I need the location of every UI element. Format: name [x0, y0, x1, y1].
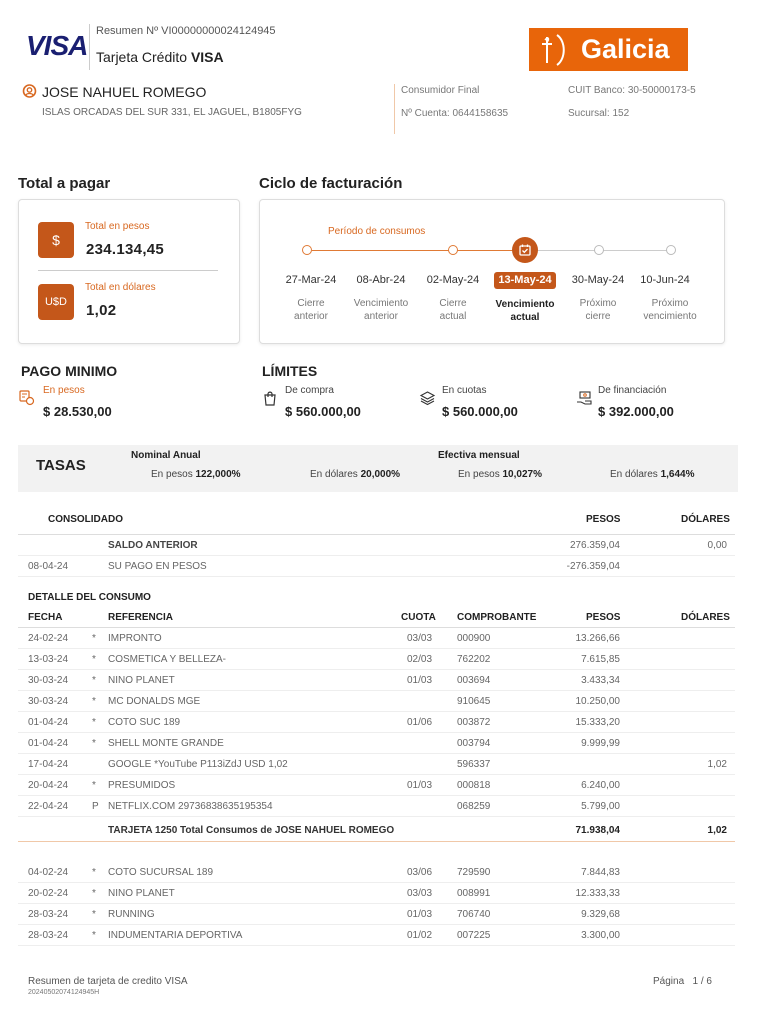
cell-pesos: 3.300,00: [581, 930, 620, 941]
table-row: [18, 628, 735, 649]
date-cierre-anterior: 27-Mar-24: [285, 274, 337, 286]
label-proximo-cierre: Próximo cierre: [579, 298, 617, 322]
location-pin-icon: [22, 84, 37, 105]
cell-pesos: 13.266,66: [575, 633, 620, 644]
cell-m: *: [92, 717, 96, 728]
cell-ref: NETFLIX.COM 29736838635195354: [108, 801, 273, 812]
cell-ref: COSMETICA Y BELLEZA-: [108, 654, 227, 665]
total-dolares-value: 1,02: [86, 302, 117, 319]
cell-pesos: 7.844,83: [581, 867, 620, 878]
col-cuota-head: CUOTA: [401, 612, 436, 623]
bank-cuit: CUIT Banco: 30-50000173-5: [568, 85, 696, 96]
account-number: Nº Cuenta: 0644158635: [401, 108, 509, 119]
cell-ref: INDUMENTARIA DEPORTIVA: [108, 930, 243, 941]
cell-fecha: 28-03-24: [28, 909, 69, 920]
limites-title: LÍMITES: [262, 363, 318, 379]
label-cierre-anterior: Cierre anterior: [294, 298, 328, 322]
total-consumos-row: TARJETA 1250 Total Consumos de JOSE NAHUEL ROMEGO 71.938,04 1,02: [18, 820, 735, 842]
cell-ref: COTO SUC 189: [108, 717, 181, 728]
cell-pesos: 7.615,85: [581, 654, 620, 665]
cell-fecha: 24-02-24: [28, 633, 69, 644]
cell-ref: COTO SUCURSAL 189: [108, 867, 214, 878]
col-dolares-head: DÓLARES: [681, 612, 730, 623]
cell-m: *: [92, 675, 96, 686]
cell-comp: 706740: [457, 909, 491, 920]
page-indicator: Página 1 / 6: [653, 976, 712, 987]
pago-minimo-label: En pesos: [43, 385, 85, 396]
col-fecha-head: FECHA: [28, 612, 63, 623]
card-type-prefix: Tarjeta Crédito: [96, 49, 191, 65]
limite-compra-label: De compra: [285, 385, 334, 396]
date-vencimiento-anterior: 08-Abr-24: [356, 274, 406, 286]
cell-fecha: 28-03-24: [28, 930, 69, 941]
pago-minimo-value: $ 28.530,00: [43, 404, 112, 419]
total-pesos-value: 234.134,45: [86, 241, 165, 258]
cell-fecha: 30-03-24: [28, 675, 69, 686]
table-row: 08-04-24 SU PAGO EN PESOS -276.359,04: [18, 556, 735, 577]
cell-fecha: 20-02-24: [28, 888, 69, 899]
table-row: [18, 733, 735, 754]
cell-m: *: [92, 888, 96, 899]
cell-cuota: 01/02: [407, 930, 433, 941]
tasa-nominal-dolares: En dólares 20,000%: [310, 469, 401, 480]
card-type-brand: VISA: [190, 49, 224, 65]
cell-comp: 729590: [457, 867, 491, 878]
table-row: [18, 649, 735, 670]
cell-ref: IMPRONTO: [108, 633, 162, 644]
cell-dolares: 1,02: [707, 759, 727, 770]
table-row: [18, 691, 735, 712]
timeline-line-past: [312, 250, 456, 251]
table-row: [18, 883, 735, 904]
detalle-title: DETALLE DEL CONSUMO: [28, 592, 151, 603]
cell-m: *: [92, 696, 96, 707]
layers-icon: [419, 390, 436, 411]
cell-fecha: 20-04-24: [28, 780, 69, 791]
cell-comp: 007225: [457, 930, 491, 941]
cell-comp: 910645: [457, 696, 491, 707]
visa-logo: VISA: [26, 30, 88, 61]
total-title: Total a pagar: [18, 175, 111, 192]
dolares-icon: U$D: [38, 284, 74, 320]
client-name: JOSE NAHUEL ROMEGO: [42, 84, 207, 100]
ciclo-title: Ciclo de facturación: [259, 175, 403, 192]
limite-cuotas-label: En cuotas: [442, 385, 487, 396]
galicia-symbol-icon: [529, 28, 571, 71]
total-dolares-label: Total en dólares: [85, 282, 156, 293]
table-row: [18, 775, 735, 796]
cell-fecha: 17-04-24: [28, 759, 69, 770]
cell-comp: 003694: [457, 675, 491, 686]
cell-m: *: [92, 633, 96, 644]
cell-comp: 003794: [457, 738, 491, 749]
label-vencimiento-anterior: Vencimiento anterior: [353, 298, 409, 322]
date-vencimiento-actual: 13-May-24: [494, 272, 556, 289]
table-row: [18, 904, 735, 925]
footer-text: Resumen de tarjeta de credito VISA: [28, 976, 188, 987]
col-referencia-head: REFERENCIA: [108, 612, 174, 623]
timeline-dot-proximo-cierre: [594, 245, 604, 255]
cell-pesos: 15.333,20: [575, 717, 620, 728]
calendar-check-icon: [512, 237, 538, 263]
cell-comp: 003872: [457, 717, 491, 728]
consolidado-pesos-head: PESOS: [586, 514, 621, 525]
branch-number: Sucursal: 152: [568, 108, 630, 119]
cell-cuota: 03/03: [407, 633, 433, 644]
shopping-bag-icon: [262, 390, 278, 411]
cell-m: *: [92, 738, 96, 749]
cell-comp: 596337: [457, 759, 491, 770]
cell-m: *: [92, 780, 96, 791]
label-cierre-actual: Cierre actual: [439, 298, 467, 322]
table-row: [18, 670, 735, 691]
cell-ref: MC DONALDS MGE: [108, 696, 201, 707]
cell-m: *: [92, 867, 96, 878]
date-proximo-vencimiento: 10-Jun-24: [640, 274, 690, 286]
cell-pesos: 9.999,99: [581, 738, 620, 749]
total-card: [18, 199, 240, 344]
cash-hand-icon: [576, 390, 593, 411]
col-comprobante-head: COMPROBANTE: [457, 612, 537, 623]
card-type: [96, 49, 224, 65]
coins-icon: [19, 388, 35, 411]
timeline-dot-cierre-anterior: [302, 245, 312, 255]
galicia-wordmark: Galicia: [581, 34, 670, 64]
resumen-number: Resumen Nº VI00000000024124945: [96, 25, 276, 37]
table-row: [18, 862, 735, 883]
cell-pesos: 3.433,34: [581, 675, 620, 686]
efectiva-mensual-head: Efectiva mensual: [438, 450, 520, 461]
label-proximo-vencimiento: Próximo vencimiento: [643, 298, 697, 322]
cell-cuota: 01/03: [407, 909, 433, 920]
date-proximo-cierre: 30-May-24: [571, 274, 625, 286]
cell-fecha: 01-04-24: [28, 738, 69, 749]
galicia-logo: [529, 28, 688, 71]
cell-cuota: 01/03: [407, 675, 433, 686]
cell-ref: NINO PLANET: [108, 675, 175, 686]
cell-fecha: 01-04-24: [28, 717, 69, 728]
client-address: ISLAS ORCADAS DEL SUR 331, EL JAGUEL, B1805FYG: [42, 107, 302, 118]
cell-ref: SHELL MONTE GRANDE: [108, 738, 224, 749]
cell-cuota: 03/03: [407, 888, 433, 899]
consolidado-dolares-head: DÓLARES: [681, 514, 730, 525]
total-pesos-label: Total en pesos: [85, 221, 150, 232]
cell-ref: NINO PLANET: [108, 888, 175, 899]
table-row: [18, 796, 735, 817]
cell-cuota: 01/06: [407, 717, 433, 728]
tasas-title: TASAS: [36, 457, 86, 474]
table-row: [18, 712, 735, 733]
tasa-nominal-pesos: En pesos 122,000%: [151, 469, 241, 480]
cell-fecha: 13-03-24: [28, 654, 69, 665]
nominal-anual-head: Nominal Anual: [131, 450, 201, 461]
cell-m: P: [92, 801, 99, 812]
table-row: [18, 925, 735, 946]
col-pesos-head: PESOS: [586, 612, 621, 623]
date-cierre-actual: 02-May-24: [426, 274, 480, 286]
limite-financiacion-value: $ 392.000,00: [598, 404, 674, 419]
cell-pesos: 6.240,00: [581, 780, 620, 791]
footer-code: 20240502074124945H: [28, 989, 100, 996]
limite-compra-value: $ 560.000,00: [285, 404, 361, 419]
cell-m: *: [92, 909, 96, 920]
cell-pesos: 9.329,68: [581, 909, 620, 920]
pesos-icon: $: [38, 222, 74, 258]
timeline-dot-proximo-vencimiento: [666, 245, 676, 255]
cell-pesos: 10.250,00: [575, 696, 620, 707]
cell-comp: 000818: [457, 780, 491, 791]
cell-fecha: 04-02-24: [28, 867, 69, 878]
total-divider: [38, 270, 218, 271]
cell-comp: 000900: [457, 633, 491, 644]
consumidor-type: Consumidor Final: [401, 85, 480, 96]
cell-m: *: [92, 930, 96, 941]
label-vencimiento-actual: Vencimiento actual: [495, 299, 555, 323]
cell-comp: 762202: [457, 654, 491, 665]
cell-cuota: 03/06: [407, 867, 433, 878]
cell-cuota: 01/03: [407, 780, 433, 791]
timeline-dot-cierre-actual: [448, 245, 458, 255]
info-divider: [394, 84, 395, 134]
periodo-label: Período de consumos: [328, 226, 426, 237]
ciclo-card: [259, 199, 725, 344]
cell-pesos: 12.333,33: [575, 888, 620, 899]
pago-minimo-title: PAGO MINIMO: [21, 363, 118, 379]
cell-comp: 068259: [457, 801, 491, 812]
limite-financiacion-label: De financiación: [598, 385, 667, 396]
table-row: SALDO ANTERIOR 276.359,04 0,00: [18, 535, 735, 556]
cell-ref: GOOGLE *YouTube P113iZdJ USD 1,02: [108, 759, 288, 770]
header-divider: [89, 24, 90, 70]
cell-cuota: 02/03: [407, 654, 433, 665]
cell-pesos: 5.799,00: [581, 801, 620, 812]
tasa-efectiva-pesos: En pesos 10,027%: [458, 469, 542, 480]
tasa-efectiva-dolares: En dólares 1,644%: [610, 469, 695, 480]
limite-cuotas-value: $ 560.000,00: [442, 404, 518, 419]
cell-fecha: 22-04-24: [28, 801, 69, 812]
consolidado-title: CONSOLIDADO: [48, 514, 123, 525]
cell-fecha: 30-03-24: [28, 696, 69, 707]
table-row: [18, 754, 735, 775]
cell-ref: RUNNING: [108, 909, 155, 920]
cell-m: *: [92, 654, 96, 665]
cell-comp: 008991: [457, 888, 491, 899]
cell-ref: PRESUMIDOS: [108, 780, 176, 791]
